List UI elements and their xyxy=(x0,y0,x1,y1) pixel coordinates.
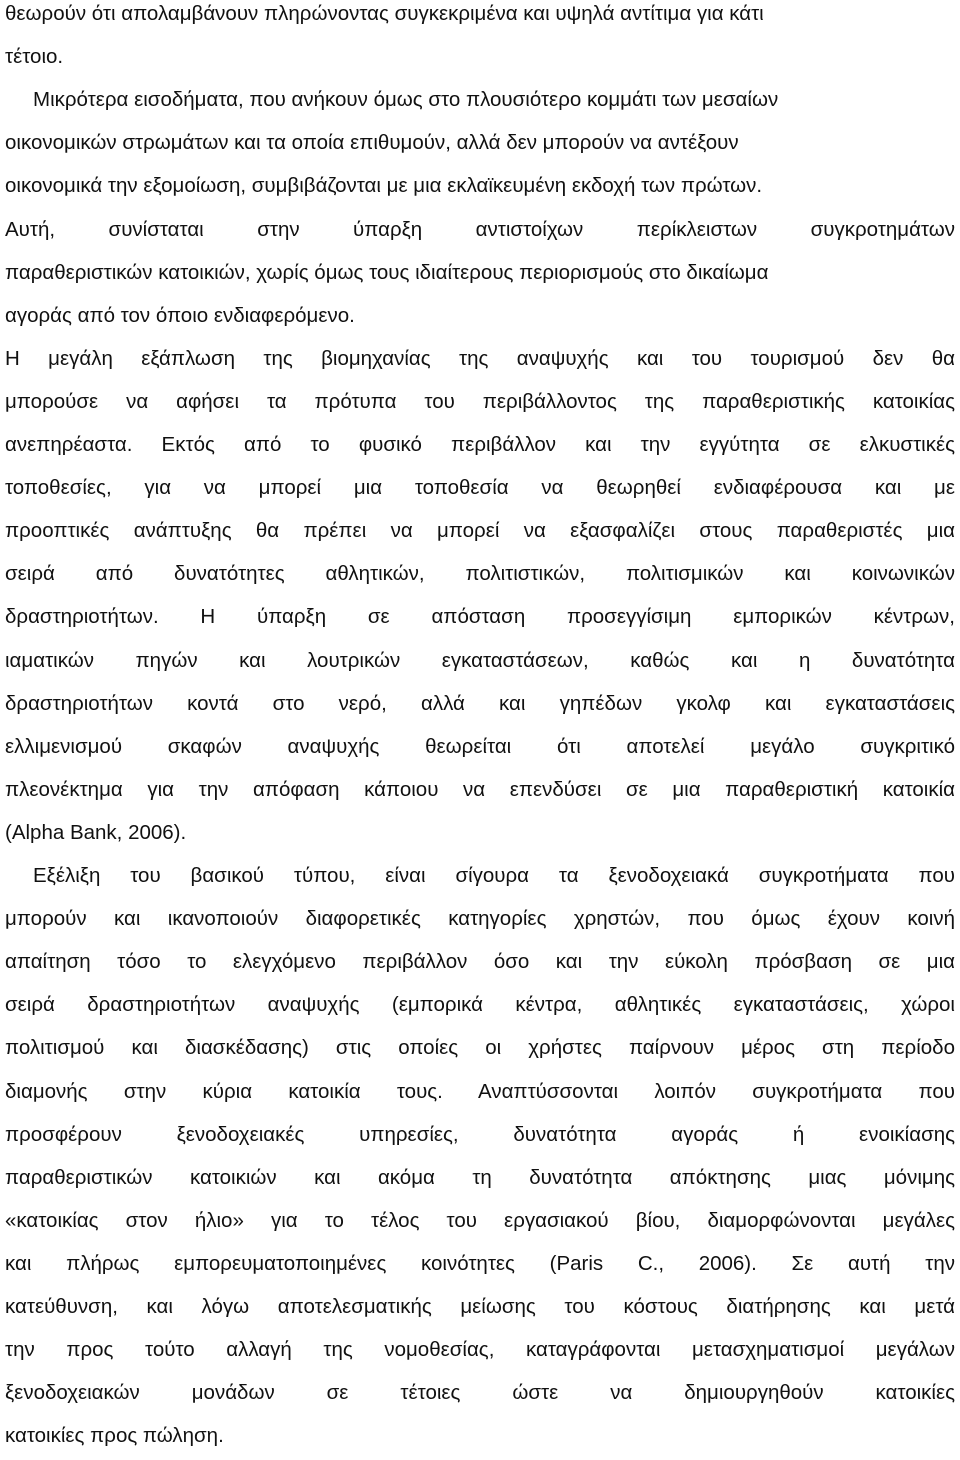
text-line: ξενοδοχειακών μονάδων σε τέτοιες ώστε να δημιουργηθούν κατοικίες xyxy=(5,1381,955,1405)
text-line: μπορούσε να αφήσει τα πρότυπα του περιβάλλοντος της παραθεριστικής κατοικίας xyxy=(5,389,955,413)
text-line: μπορούν και ικανοποιούν διαφορετικές κατηγορίες χρηστών, που όμως έχουν κοινή xyxy=(5,907,955,931)
text-line: σειρά από δυνατότητες αθλητικών, πολιτιστικών, πολιτισμικών και κοινωνικών xyxy=(5,562,955,586)
text-line: οικονομικά την εξομοίωση, συμβιβάζονται με μια εκλαϊκευμένη εκδοχή των πρώτων. xyxy=(5,174,763,198)
text-line: την προς τούτο αλλαγή της νομοθεσίας, καταγράφονται μετασχηματισμοί μεγάλων xyxy=(5,1338,955,1362)
text-line: (Alpha Bank, 2006). xyxy=(5,820,187,844)
text-line: διαμονής στην κύρια κατοικία τους. Αναπτύσσονται λοιπόν συγκροτήματα που xyxy=(5,1079,955,1103)
text-line: και πλήρως εμπορευματοποιημένες κοινότητες (Paris C., 2006). Σε αυτή την xyxy=(5,1251,955,1275)
text-line: πλεονέκτημα για την απόφαση κάποιου να επενδύσει σε μια παραθεριστική κατοικία xyxy=(5,777,955,801)
text-line: παραθεριστικών κατοικιών, χωρίς όμως τους ιδιαίτερους περιορισμούς στο δικαίωμα xyxy=(5,260,769,284)
text-line: Εξέλιξη του βασικού τύπου, είναι σίγουρα τα ξενοδοχειακά συγκροτήματα που xyxy=(33,864,955,887)
text-line: Αυτή, συνίσταται στην ύπαρξη αντιστοίχων περίκλειστων συγκροτημάτων xyxy=(5,217,955,241)
text-line: θεωρούν ότι απολαμβάνουν πληρώνοντας συγκεκριμένα και υψηλά αντίτιμα για κάτι xyxy=(5,2,764,25)
text-line: οικονομικών στρωμάτων και τα οποία επιθυμούν, αλλά δεν μπορούν να αντέξουν xyxy=(5,131,739,155)
text-line: πολιτισμού και διασκέδασης) στις οποίες οι χρήστες παίρνουν μέρος στη περίοδο xyxy=(5,1036,955,1060)
text-line: Η μεγάλη εξάπλωση της βιομηχανίας της αναψυχής και του τουρισμού δεν θα xyxy=(5,346,955,370)
text-line: απαίτηση τόσο το ελεγχόμενο περιβάλλον όσο και την εύκολη πρόσβαση σε μια xyxy=(5,950,955,974)
text-line: προσφέρουν ξενοδοχειακές υπηρεσίες, δυνατότητα αγοράς ή ενοικίασης xyxy=(5,1122,955,1146)
text-line: «κατοικίας στον ήλιο» για το τέλος του εργασιακού βίου, διαμορφώνονται μεγάλες xyxy=(5,1208,955,1232)
text-line: τοποθεσίες, για να μπορεί μια τοποθεσία να θεωρηθεί ενδιαφέρουσα και με xyxy=(5,476,955,500)
text-line: αγοράς από τον όποιο ενδιαφερόμενο. xyxy=(5,303,355,327)
text-line: κατεύθυνση, και λόγω αποτελεσματικής μείωσης του κόστους διατήρησης και μετά xyxy=(5,1295,955,1318)
text-line: ελλιμενισμού σκαφών αναψυχής θεωρείται ότι αποτελεί μεγάλο συγκριτικό xyxy=(5,734,955,758)
text-line: τέτοιο. xyxy=(5,45,64,69)
text-line: σειρά δραστηριοτήτων αναψυχής (εμπορικά κέντρα, αθλητικές εγκαταστάσεις, χώροι xyxy=(5,993,955,1017)
text-line: κατοικίες προς πώληση. xyxy=(5,1424,224,1448)
text-line: παραθεριστικών κατοικιών και ακόμα τη δυνατότητα απόκτησης μιας μόνιμης xyxy=(5,1165,955,1189)
text-line: ανεπηρέαστα. Εκτός από το φυσικό περιβάλλον και την εγγύτητα σε ελκυστικές xyxy=(5,433,955,456)
text-line: δραστηριοτήτων. Η ύπαρξη σε απόσταση προσεγγίσιμη εμπορικών κέντρων, xyxy=(5,605,955,629)
text-line: Μικρότερα εισοδήματα, που ανήκουν όμως στο πλουσιότερο κομμάτι των μεσαίων xyxy=(33,88,779,112)
text-line: δραστηριοτήτων κοντά στο νερό, αλλά και γηπέδων γκολφ και εγκαταστάσεις xyxy=(5,691,955,715)
document-page xyxy=(5,0,955,1460)
text-line: ιαματικών πηγών και λουτρικών εγκαταστάσεων, καθώς και η δυνατότητα xyxy=(5,648,955,672)
text-line: προοπτικές ανάπτυξης θα πρέπει να μπορεί να εξασφαλίζει στους παραθεριστές μια xyxy=(5,519,955,543)
